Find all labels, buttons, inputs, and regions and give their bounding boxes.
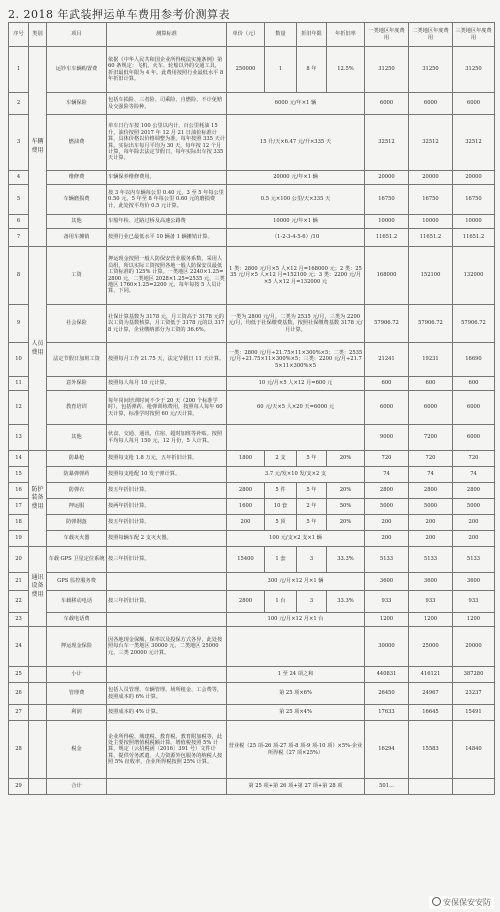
class1-cost: 20000 xyxy=(365,171,409,185)
item-name: 押运现金保险 xyxy=(47,627,107,667)
table-row xyxy=(9,377,495,391)
class1-cost: 720 xyxy=(365,451,409,467)
depreciation-years: 5 年 xyxy=(297,483,327,499)
table-row xyxy=(9,667,495,683)
calculation-formula: 20000 元/年×1 辆 xyxy=(227,171,365,185)
row-number: 10 xyxy=(9,343,29,377)
class3-cost: 23237 xyxy=(453,683,495,705)
item-name: 小计 xyxy=(47,667,107,683)
class1-cost: 74 xyxy=(365,467,409,483)
category-cell xyxy=(29,627,47,667)
standard-text: 企业所得税、城建税、教育税、教育附加税等，此处主要按照增值税税额计算。增值税按照 5% 计算，规定（云招税函〔2016〕391 号）文件计算，提供劳务派遣、人力资源外包服务的纳税人按照 5% 征收率，企业所得税按照 25% 计算。 xyxy=(107,721,227,779)
quantity: 10 套 xyxy=(265,499,297,515)
class1-cost: 57906.72 xyxy=(365,305,409,343)
category-cell: 人员费用 xyxy=(29,247,47,451)
unit-price: 15400 xyxy=(227,547,265,573)
table-row xyxy=(9,391,495,425)
class1-cost: 6000 xyxy=(365,391,409,425)
class2-cost: 200 xyxy=(409,515,453,531)
header-cell: 一类地区年度费用 xyxy=(365,23,409,47)
cost-table xyxy=(8,22,495,795)
calculation-formula: （1-2-3-4-5-6）/10 xyxy=(227,229,365,247)
standard-text: 按照每支枪配 10 发子弹计算。 xyxy=(107,467,227,483)
class2-cost: 720 xyxy=(409,451,453,467)
standard-text: 因各地现金保额、保率以及投保方式各异，此处按照每台车一类地区 30000 元、二类地区 25000 元、三类 20000 元计算。 xyxy=(107,627,227,667)
unit-price: 1800 xyxy=(227,451,265,467)
category-cell: 车辆费用 xyxy=(29,47,47,247)
category-cell: 防护装备费用 xyxy=(29,451,47,547)
header-cell: 年折旧率 xyxy=(327,23,365,47)
class2-cost: 416121 xyxy=(409,667,453,683)
depreciation-years: 3 xyxy=(297,547,327,573)
calculation-formula: 第 25 项×6% xyxy=(227,683,365,705)
class1-cost: 11651.2 xyxy=(365,229,409,247)
category-cell xyxy=(29,705,47,721)
class1-cost: 10000 xyxy=(365,215,409,229)
item-name: 防暴弹弹药 xyxy=(47,467,107,483)
calculation-formula: 1 至 24 项之和 xyxy=(227,667,365,683)
standard-text: 车辆保养维修费用。 xyxy=(107,171,227,185)
class3-cost xyxy=(453,779,495,795)
row-number: 4 xyxy=(9,171,29,185)
calculation-formula: 第 25 项+第 26 项+第 27 项+第 28 项 xyxy=(227,779,365,795)
quantity: 1 台 xyxy=(265,591,297,613)
standard-text: 包括人员管理、车辆管理、场所租金、工会费等，按照成本的 6% 计算。 xyxy=(107,683,227,705)
header-cell: 数量 xyxy=(265,23,297,47)
item-name: 车载电话费 xyxy=(47,613,107,627)
class1-cost: 9000 xyxy=(365,425,409,451)
calculation-formula: 10000 元/年×1 辆 xyxy=(227,215,365,229)
depreciation-years: 8 年 xyxy=(297,47,327,93)
standard-text: 按照行业已最低水平 10 辆备 1 辆摊销计算。 xyxy=(107,229,227,247)
standard-text: 按照每人每月 10 元计算。 xyxy=(107,377,227,391)
header-cell: 测算标准 xyxy=(107,23,227,47)
item-name: 意外保险 xyxy=(47,377,107,391)
class2-cost xyxy=(409,779,453,795)
item-name: 防弹衣 xyxy=(47,483,107,499)
class1-cost: 3600 xyxy=(365,573,409,591)
calculation-formula xyxy=(227,425,365,451)
class2-cost: 5133 xyxy=(409,547,453,573)
standard-text xyxy=(107,779,227,795)
depreciation-years: 2 年 xyxy=(297,499,327,515)
class3-cost: 6000 xyxy=(453,391,495,425)
standard-text: 按五年折旧计算。 xyxy=(107,483,227,499)
class1-cost: 1200 xyxy=(365,613,409,627)
item-name: 备用车摊销 xyxy=(47,229,107,247)
table-row xyxy=(9,499,495,515)
class1-cost: 200 xyxy=(365,531,409,547)
class3-cost: 16750 xyxy=(453,185,495,215)
table-row xyxy=(9,425,495,451)
standard-text: 按五年折旧计算。 xyxy=(107,515,227,531)
header-cell: 二类地区年度费用 xyxy=(409,23,453,47)
depreciation-rate: 50% xyxy=(327,499,365,515)
table-row xyxy=(9,229,495,247)
class1-cost: 200 xyxy=(365,515,409,531)
quantity: 2 支 xyxy=(265,451,297,467)
table-row xyxy=(9,247,495,305)
standard-text: 按两年折旧计算。 xyxy=(107,499,227,515)
depreciation-years: 3 xyxy=(297,591,327,613)
unit-price: 2800 xyxy=(227,483,265,499)
item-name: 车辆保险 xyxy=(47,93,107,115)
class3-cost: 10000 xyxy=(453,215,495,229)
row-number: 18 xyxy=(9,515,29,531)
row-number: 23 xyxy=(9,613,29,627)
row-number: 7 xyxy=(9,229,29,247)
row-number: 22 xyxy=(9,591,29,613)
class2-cost: 16645 xyxy=(409,705,453,721)
row-number: 12 xyxy=(9,391,29,425)
item-name: 车辆磨损费 xyxy=(47,185,107,215)
item-name: 燃油费 xyxy=(47,115,107,171)
class3-cost: 5000 xyxy=(453,499,495,515)
standard-text: 包括车损险、三者险、司乘险、自燃险、不计免赔及交强险等险种。 xyxy=(107,93,227,115)
header-row xyxy=(9,23,495,47)
table-row xyxy=(9,93,495,115)
category-cell xyxy=(29,683,47,705)
item-name: 维修费 xyxy=(47,171,107,185)
item-name: 工资 xyxy=(47,247,107,305)
row-number: 14 xyxy=(9,451,29,467)
standard-text: 按照每辆车配 2 支灭火器。 xyxy=(107,531,227,547)
table-row xyxy=(9,613,495,627)
class3-cost: 933 xyxy=(453,591,495,613)
class2-cost: 25000 xyxy=(409,627,453,667)
row-number: 21 xyxy=(9,573,29,591)
class3-cost: 15491 xyxy=(453,705,495,721)
depreciation-rate: 33.3% xyxy=(327,547,365,573)
class2-cost: 600 xyxy=(409,377,453,391)
quantity: 5 顶 xyxy=(265,515,297,531)
table-row xyxy=(9,547,495,573)
class3-cost: 20000 xyxy=(453,171,495,185)
depreciation-rate: 33.3% xyxy=(327,591,365,613)
item-name: 合计 xyxy=(47,779,107,795)
table-row xyxy=(9,451,495,467)
class2-cost: 7200 xyxy=(409,425,453,451)
class2-cost: 10000 xyxy=(409,215,453,229)
class3-cost: 3600 xyxy=(453,573,495,591)
standard-text xyxy=(107,667,227,683)
item-name: 车载 GPS 卫星定位系统 xyxy=(47,547,107,573)
table-row xyxy=(9,531,495,547)
class1-cost: 26450 xyxy=(365,683,409,705)
row-number: 17 xyxy=(9,499,29,515)
class1-cost: 168000 xyxy=(365,247,409,305)
row-number: 26 xyxy=(9,683,29,705)
depreciation-rate: 20% xyxy=(327,515,365,531)
calculation-formula: 100 元/支×2 支×1 辆 xyxy=(227,531,365,547)
table-row xyxy=(9,683,495,705)
table-row xyxy=(9,627,495,667)
item-name: 运钞车车辆购置费 xyxy=(47,47,107,93)
item-name: 车载灭火器 xyxy=(47,531,107,547)
standard-text: 车船年检、过路过桥及高速公路费 xyxy=(107,215,227,229)
standard-text: 依据《中华人民共和国企业所得税法实施条例》第 60 条规定：飞机、火车、轮船以外的交通工具，折旧最低年限为 4 年。此费用按照行业最低水平 8 年折旧计算。 xyxy=(107,47,227,93)
class2-cost: 200 xyxy=(409,531,453,547)
class3-cost: 31250 xyxy=(453,47,495,93)
class2-cost: 6000 xyxy=(409,391,453,425)
class3-cost: 6000 xyxy=(453,425,495,451)
class2-cost: 3600 xyxy=(409,573,453,591)
table-title: 2. 2018 年武装押运单车费用参考价测算表 xyxy=(8,8,230,21)
table-row xyxy=(9,779,495,795)
header-cell: 折旧年限 xyxy=(297,23,327,47)
item-name: 管理费 xyxy=(47,683,107,705)
calculation-formula: 6000 元/年×1 辆 xyxy=(227,93,365,115)
class1-cost: 5133 xyxy=(365,547,409,573)
class2-cost: 32512 xyxy=(409,115,453,171)
class2-cost: 933 xyxy=(409,591,453,613)
calculation-formula: 0.5 元×100 公里/天×335 天 xyxy=(227,185,365,215)
table-row xyxy=(9,573,495,591)
class3-cost: 74 xyxy=(453,467,495,483)
row-number: 24 xyxy=(9,627,29,667)
item-name: 防暴枪 xyxy=(47,451,107,467)
depreciation-rate: 20% xyxy=(327,483,365,499)
header-cell: 类别 xyxy=(29,23,47,47)
row-number: 16 xyxy=(9,483,29,499)
item-name: 其他 xyxy=(47,215,107,229)
unit-price: 200 xyxy=(227,515,265,531)
class3-cost: 200 xyxy=(453,531,495,547)
calculation-formula: 15 升/天×6.47 元/升×335 天 xyxy=(227,115,365,171)
class2-cost: 5000 xyxy=(409,499,453,515)
class2-cost: 74 xyxy=(409,467,453,483)
calculation-formula: 营业税（25 项-26 项-27 项-8 项-9 项-10 项）×5%-企业所得税（27 项×25%） xyxy=(227,721,365,779)
row-number: 8 xyxy=(9,247,29,305)
class3-cost: 20000 xyxy=(453,627,495,667)
quantity: 1 xyxy=(265,47,297,93)
item-name: GPS 监控服务费 xyxy=(47,573,107,591)
class1-cost: 501... xyxy=(365,779,409,795)
header-cell: 单价（元） xyxy=(227,23,265,47)
item-name: 法定节假日加班工资 xyxy=(47,343,107,377)
class2-cost: 1200 xyxy=(409,613,453,627)
row-number: 1 xyxy=(9,47,29,93)
calculation-formula xyxy=(227,627,365,667)
quantity: 5 件 xyxy=(265,483,297,499)
depreciation-rate: 20% xyxy=(327,451,365,467)
standard-text: 按 3 年以内车辆每公里 0.40 元，3 至 5 年每公里 0.50 元，5 年至 8 年每公里 0.60 元的磨损费计，此处按平均价 0.5 元计算。 xyxy=(107,185,227,215)
row-number: 9 xyxy=(9,305,29,343)
table-row xyxy=(9,215,495,229)
standard-text: 按三年折旧计算。 xyxy=(107,547,227,573)
class2-cost: 6000 xyxy=(409,93,453,115)
standard-text: 按三年折旧计算。 xyxy=(107,591,227,613)
row-number: 25 xyxy=(9,667,29,683)
standard-text: 按照每支枪 1.8 万元，五年折旧计算。 xyxy=(107,451,227,467)
class2-cost: 16750 xyxy=(409,185,453,215)
item-name: 其他 xyxy=(47,425,107,451)
wechat-icon xyxy=(432,897,441,906)
unit-price: 1600 xyxy=(227,499,265,515)
table-row xyxy=(9,467,495,483)
table-row xyxy=(9,115,495,171)
standard-text: 按照成本的 4% 计算。 xyxy=(107,705,227,721)
class1-cost: 31250 xyxy=(365,47,409,93)
calculation-formula: 一类为 2800 元/月，二类为 2535 元/月，三类为 2200 元/月，均低于社保缴费基数，按照社保缴费基数 3178 元/月计算。 xyxy=(227,305,365,343)
class3-cost: 6000 xyxy=(453,93,495,115)
table-row xyxy=(9,185,495,215)
class1-cost: 16294 xyxy=(365,721,409,779)
item-name: 利润 xyxy=(47,705,107,721)
table-row xyxy=(9,591,495,613)
row-number: 6 xyxy=(9,215,29,229)
category-cell: 通讯设备费用 xyxy=(29,547,47,627)
class1-cost: 21241 xyxy=(365,343,409,377)
depreciation-rate: 12.5% xyxy=(327,47,365,93)
depreciation-years: 5 年 xyxy=(297,515,327,531)
calculation-formula: 100 元/月×12 月×1 台 xyxy=(227,613,365,627)
category-cell xyxy=(29,779,47,795)
standard-text: 单车日行车按 100 公里以内计，百公里耗油 15 升，油价按照 2017 年 12 月 21 日油价标准计算，具体价格以价格调整为准。每年按照 335 天计算。实际出车每月平均为 30 天，每年按 12 个月计算，每年除去法定节假日，每年实际出车按 335 天计算。 xyxy=(107,115,227,171)
category-cell xyxy=(29,667,47,683)
watermark xyxy=(429,896,494,909)
standard-text: 伙食、交通、通讯、住宿、超时加班等补贴。按照平均每人每月 150 元，12 月份，5 人计算。 xyxy=(107,425,227,451)
class1-cost: 440831 xyxy=(365,667,409,683)
standard-text: 押运现金按照一般人防保安营业服务系数，采用人员组，所以实际工资按照各地一般人防保安员最低工资标准的 125% 计算。一类地区 2240×1.25=2800 元，二类地区 2028×1.25=2535 元，三类地区 1760×1.25=2200 元，每年每按 5 人员计算，下同。 xyxy=(107,247,227,305)
item-name: 车载移动电话 xyxy=(47,591,107,613)
table-row xyxy=(9,515,495,531)
class1-cost: 5000 xyxy=(365,499,409,515)
calculation-formula: 第 25 项×4% xyxy=(227,705,365,721)
class1-cost: 16750 xyxy=(365,185,409,215)
table-row xyxy=(9,705,495,721)
table-row xyxy=(9,171,495,185)
item-name: 税金 xyxy=(47,721,107,779)
class2-cost: 11651.2 xyxy=(409,229,453,247)
row-number: 5 xyxy=(9,185,29,215)
quantity: 1 套 xyxy=(265,547,297,573)
row-number: 13 xyxy=(9,425,29,451)
depreciation-years: 5 年 xyxy=(297,451,327,467)
unit-price: 2800 xyxy=(227,591,265,613)
class2-cost: 2800 xyxy=(409,483,453,499)
row-number: 19 xyxy=(9,531,29,547)
class3-cost: 14840 xyxy=(453,721,495,779)
row-number: 29 xyxy=(9,779,29,795)
table-row xyxy=(9,47,495,93)
row-number: 3 xyxy=(9,115,29,171)
class3-cost: 600 xyxy=(453,377,495,391)
table-row xyxy=(9,305,495,343)
standard-text: 按照每月工作 21.75 天，法定节假日 11 天计算。 xyxy=(107,343,227,377)
class1-cost: 2800 xyxy=(365,483,409,499)
watermark-text: 安保保安安防 xyxy=(443,898,491,907)
item-name: 防弹钢盔 xyxy=(47,515,107,531)
row-number: 15 xyxy=(9,467,29,483)
class1-cost: 30000 xyxy=(365,627,409,667)
class3-cost: 200 xyxy=(453,515,495,531)
class2-cost: 20000 xyxy=(409,171,453,185)
unit-price: 250000 xyxy=(227,47,265,93)
row-number: 2 xyxy=(9,93,29,115)
table-row xyxy=(9,483,495,499)
class2-cost: 24967 xyxy=(409,683,453,705)
row-number: 20 xyxy=(9,547,29,573)
standard-text: 每年岗间培训时间不少于 20 天（200 个标准学时），包括弹药、枪弹训练费用，按照每人每年 60 天计算，标准学时按照 60 元/天计算。 xyxy=(107,391,227,425)
category-cell xyxy=(29,721,47,779)
class3-cost: 32512 xyxy=(453,115,495,171)
class1-cost: 6000 xyxy=(365,93,409,115)
calculation-formula: 300 元/月×12 月×1 辆 xyxy=(227,573,365,591)
class1-cost: 933 xyxy=(365,591,409,613)
class3-cost: 387280 xyxy=(453,667,495,683)
calculation-formula: 一类：2800 元/月÷21.75×11×300%×5；二类：2535 元/月÷21.75×11×300%×5；三类：2200 元/月÷21.75×11×300%×5 xyxy=(227,343,365,377)
item-name: 社会保险 xyxy=(47,305,107,343)
class2-cost: 15583 xyxy=(409,721,453,779)
class3-cost: 132000 xyxy=(453,247,495,305)
class3-cost: 5133 xyxy=(453,547,495,573)
class3-cost: 720 xyxy=(453,451,495,467)
header-cell: 序号 xyxy=(9,23,29,47)
header-cell: 三类地区年度费用 xyxy=(453,23,495,47)
class2-cost: 152100 xyxy=(409,247,453,305)
header-cell: 项目 xyxy=(47,23,107,47)
class2-cost: 57906.72 xyxy=(409,305,453,343)
class3-cost: 57906.72 xyxy=(453,305,495,343)
class3-cost: 16690 xyxy=(453,343,495,377)
standard-text: 社保计算基数为 3178 元，月工资高于 3178 元的以工资为基数核算，月工资低于 3178 元的以 3178 元计算，企业缴纳部分为工资的 36.6%。 xyxy=(107,305,227,343)
table-row xyxy=(9,343,495,377)
calculation-formula: 3.7 元/发×10 发/支×2 支 xyxy=(227,467,365,483)
row-number: 27 xyxy=(9,705,29,721)
table-row xyxy=(9,721,495,779)
calculation-formula: 1 类：2800 元/月×5 人×12 月=168000 元；2 类：2535 元/月×5 人×12 月=152100 元；3 类：2200 元/月×5 人×12 月=132000 元 xyxy=(227,247,365,305)
class3-cost: 11651.2 xyxy=(453,229,495,247)
class1-cost: 17633 xyxy=(365,705,409,721)
class2-cost: 31250 xyxy=(409,47,453,93)
class3-cost: 1200 xyxy=(453,613,495,627)
row-number: 28 xyxy=(9,721,29,779)
calculation-formula: 60 元/天×5 人×20 天=6000 元 xyxy=(227,391,365,425)
item-name: 教育培训 xyxy=(47,391,107,425)
row-number: 11 xyxy=(9,377,29,391)
class2-cost: 19231 xyxy=(409,343,453,377)
calculation-formula: 10 元/月×5 人×12 月=600 元 xyxy=(227,377,365,391)
class1-cost: 32512 xyxy=(365,115,409,171)
standard-text xyxy=(107,573,227,591)
item-name: 押运服 xyxy=(47,499,107,515)
class3-cost: 2800 xyxy=(453,483,495,499)
class1-cost: 600 xyxy=(365,377,409,391)
standard-text xyxy=(107,613,227,627)
